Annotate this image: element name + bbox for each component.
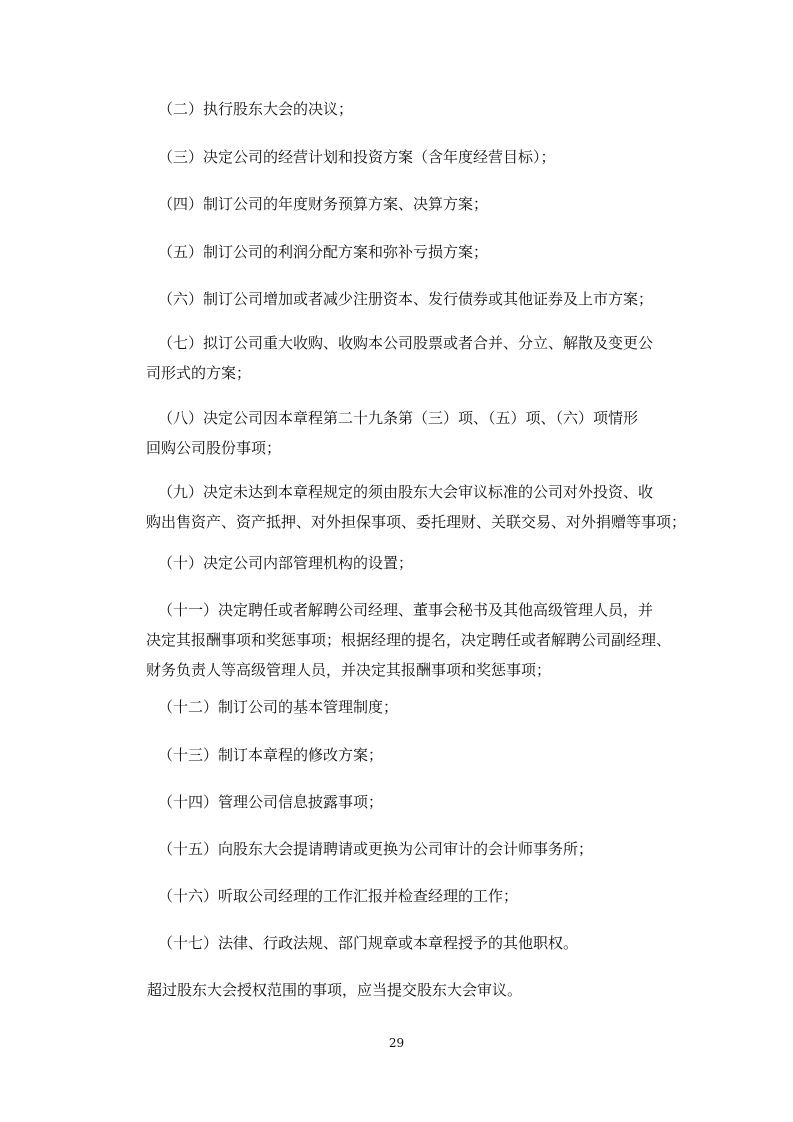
- clause-line: 决定其报酬事项和奖惩事项；根据经理的提名，决定聘任或者解聘公司副经理、: [146, 631, 672, 649]
- clause-item-14: [158, 787, 678, 817]
- clause-line: 司形式的方案；: [146, 364, 252, 382]
- clause-item-15: [158, 834, 678, 864]
- clause-line: （三）决定公司的经营计划和投资方案（含年度经营目标）；: [158, 148, 556, 166]
- clause-line: （十六）听取公司经理的工作汇报并检查经理的工作；: [158, 887, 519, 905]
- clause-line: （十五）向股东大会提请聘请或更换为公司审计的会计师事务所；: [158, 840, 594, 858]
- clause-item-8: [146, 403, 678, 463]
- page-number: 29: [388, 1036, 405, 1050]
- clause-item-6: [158, 284, 678, 314]
- clause-line: （八）决定公司因本章程第二十九条第（三）项、（五）项、（六）项情形: [158, 409, 639, 427]
- clause-item-5: [158, 237, 678, 267]
- clause-line: （九）决定未达到本章程规定的须由股东大会审议标准的公司对外投资、收: [158, 483, 654, 501]
- clause-line: 购出售资产、资产抵押、对外担保事项、委托理财、关联交易、对外捐赠等事项；: [146, 513, 687, 531]
- closing-paragraph: 超过股东大会授权范围的事项，应当提交股东大会审议。: [147, 981, 523, 999]
- clause-item-12: [158, 692, 678, 722]
- clause-line: 回购公司股份事项；: [146, 439, 282, 457]
- clause-line: （六）制订公司增加或者减少注册资本、发行债券或其他证券及上市方案；: [158, 290, 654, 308]
- clause-line: （十四）管理公司信息披露事项；: [158, 793, 384, 811]
- clause-item-9: [146, 477, 687, 537]
- clause-line: （七）拟订公司重大收购、收购本公司股票或者合并、分立、解散及变更公: [158, 334, 654, 352]
- clause-line: （十一）决定聘任或者解聘公司经理、董事会秘书及其他高级管理人员，并: [158, 601, 654, 619]
- clause-item-3: [158, 142, 678, 172]
- clause-item-10: [158, 548, 678, 578]
- clause-line: 财务负责人等高级管理人员，并决定其报酬事项和奖惩事项；: [146, 661, 552, 679]
- clause-item-13: [158, 740, 678, 770]
- clause-item-16: [158, 881, 678, 911]
- clause-line: （十）决定公司内部管理机构的设置；: [158, 554, 414, 572]
- clause-line: （四）制订公司的年度财务预算方案、决算方案；: [158, 195, 489, 213]
- clause-line: （二）执行股东大会的决议；: [158, 100, 354, 118]
- clause-line: （十七）法律、行政法规、部门规章或本章程授予的其他职权。: [158, 934, 579, 952]
- clause-item-7: [146, 328, 678, 388]
- clause-item-2: [158, 94, 678, 124]
- clause-item-17: [158, 928, 678, 958]
- clause-line: （十三）制订本章程的修改方案；: [158, 746, 384, 764]
- clause-line: （十二）制订公司的基本管理制度；: [158, 698, 399, 716]
- clause-line: （五）制订公司的利润分配方案和弥补亏损方案；: [158, 243, 489, 261]
- clause-item-4: [158, 189, 678, 219]
- clause-item-11: [146, 595, 678, 685]
